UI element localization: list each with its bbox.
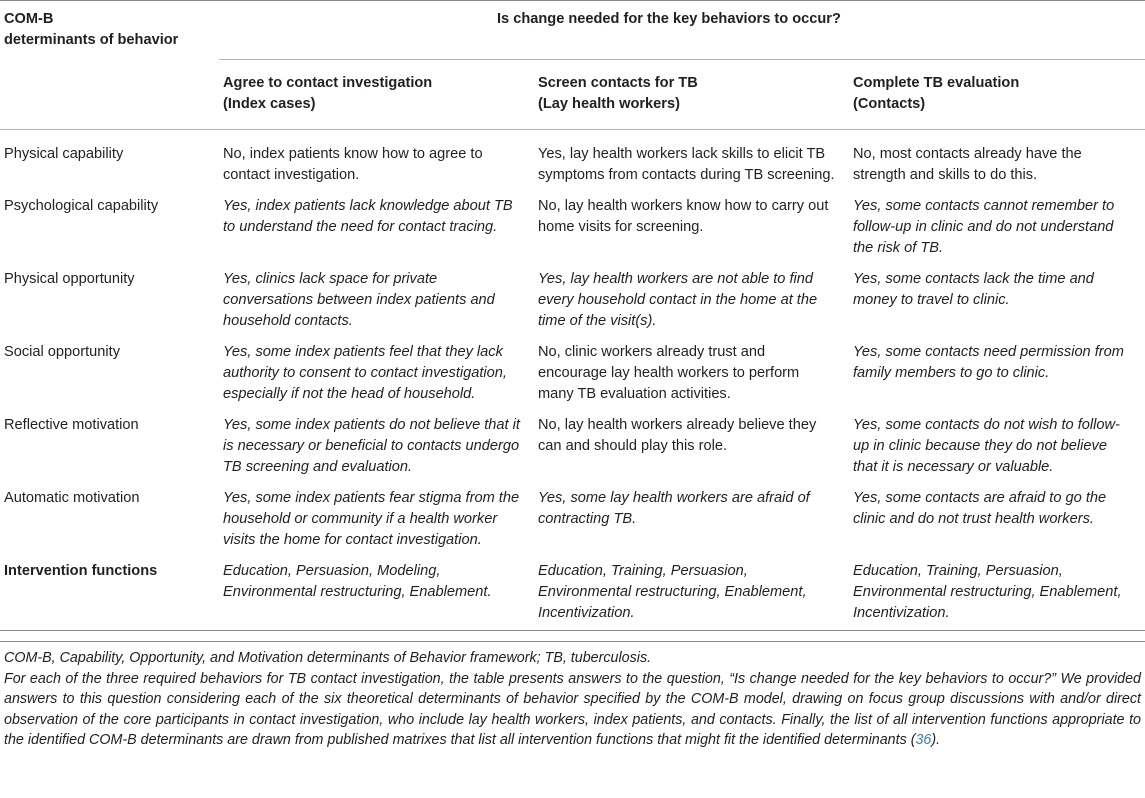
footnote: [0, 641, 1145, 751]
column-header-contacts: [849, 60, 1145, 130]
table-cell: Yes, lay health workers lack skills to elicit TB symptoms from contacts during TB screening.: [534, 130, 849, 192]
table-cell: Yes, lay health workers are not able to find every household contact in the home at the time of the visit(s).: [538, 271, 818, 329]
footnote-description-text: For each of the three required behaviors for TB contact investigation, the table presents answers to the question, “Is change needed for the key behaviors to occur?” We provided answers to this question considering each of the six theoretical determinants of behavior specified by the COM-B model, drawing on focus group discussions with and/or direct observation of the core participants in contact investigation, who include lay health workers, index patients, and contacts. Finally, the list of all intervention functions appropriate to the identified COM-B determinants are drawn from published matrixes that list all intervention functions that might fit the identified determinants (: [4, 670, 1141, 748]
table-row: [0, 130, 1145, 192]
table-cell: Yes, some contacts are afraid to go the clinic and do not trust health workers.: [853, 490, 1107, 527]
row-label: Intervention functions: [0, 556, 219, 631]
table-row: [0, 556, 1145, 631]
reference-link[interactable]: 36: [915, 732, 932, 748]
table-cell: Yes, some index patients do not believe that it is necessary or beneficial to contacts undergo TB screening and evaluation.: [223, 417, 520, 475]
table-cell: Yes, index patients lack knowledge about TB to understand the need for contact tracing.: [223, 198, 513, 235]
table-cell: Yes, some contacts need permission from family members to go to clinic.: [853, 344, 1124, 381]
table-cell: No, clinic workers already trust and encourage lay health workers to perform many TB evaluation activities.: [538, 344, 800, 402]
column-subtitle: (Contacts): [853, 96, 926, 112]
row-label: Social opportunity: [4, 344, 121, 360]
footnote-abbreviations: COM-B, Capability, Opportunity, and Motivation determinants of Behavior framework; TB, tuberculosis.: [4, 650, 652, 666]
table-row: [0, 410, 1145, 483]
table-cell: Yes, some lay health workers are afraid of contracting TB.: [538, 490, 810, 527]
table-cell: Yes, some index patients fear stigma from the household or community if a health worker visits the home for contact investigation.: [223, 490, 520, 548]
table-cell: Yes, some index patients feel that they lack authority to consent to contact investigation, especially if not the head of household.: [223, 344, 507, 402]
determinants-header-line1: COM-B: [4, 11, 54, 27]
footnote-closing: ).: [931, 732, 941, 748]
row-label: Physical opportunity: [4, 271, 135, 287]
row-label: Reflective motivation: [4, 417, 139, 433]
table-cell: No, index patients know how to agree to contact investigation.: [219, 130, 534, 192]
table-cell: Yes, some contacts lack the time and money to travel to clinic.: [853, 271, 1094, 308]
table-cell: Education, Training, Persuasion, Environmental restructuring, Enablement, Incentivization.: [534, 556, 849, 631]
table-row: [0, 337, 1145, 410]
determinants-header: [0, 1, 219, 130]
column-title: Agree to contact investigation: [223, 75, 433, 91]
table-row: [0, 191, 1145, 264]
table-cell: Education, Training, Persuasion, Environmental restructuring, Enablement, Incentivization.: [849, 556, 1145, 631]
footnote-description: [4, 669, 1141, 751]
table-cell: Yes, clinics lack space for private conversations between index patients and household contacts.: [223, 271, 495, 329]
column-subtitle: (Lay health workers): [538, 96, 680, 112]
column-subtitle: (Index cases): [223, 96, 316, 112]
row-label: Physical capability: [0, 130, 219, 192]
table-row: [0, 483, 1145, 556]
table-row: [0, 264, 1145, 337]
table-body: [0, 130, 1145, 631]
column-title: Complete TB evaluation: [853, 75, 1020, 91]
table-cell: Yes, some contacts cannot remember to follow-up in clinic and do not understand the risk of TB.: [853, 198, 1115, 256]
table-cell: Yes, some contacts do not wish to follow-up in clinic because they do not believe that it is necessary or valuable.: [853, 417, 1120, 475]
table-cell: No, most contacts already have the strength and skills to do this.: [849, 130, 1145, 192]
column-header-lay-health-workers: [534, 60, 849, 130]
question-header: Is change needed for the key behaviors to occur?: [497, 11, 841, 27]
table-cell: No, lay health workers know how to carry out home visits for screening.: [538, 198, 829, 235]
column-header-index-cases: [219, 60, 534, 130]
row-label: Psychological capability: [4, 198, 159, 214]
column-title: Screen contacts for TB: [538, 75, 698, 91]
determinants-header-line2: determinants of behavior: [4, 32, 179, 48]
row-label: Automatic motivation: [4, 490, 140, 506]
table-cell: No, lay health workers already believe they can and should play this role.: [538, 417, 817, 454]
table-cell: Education, Persuasion, Modeling, Environmental restructuring, Enablement.: [219, 556, 534, 631]
